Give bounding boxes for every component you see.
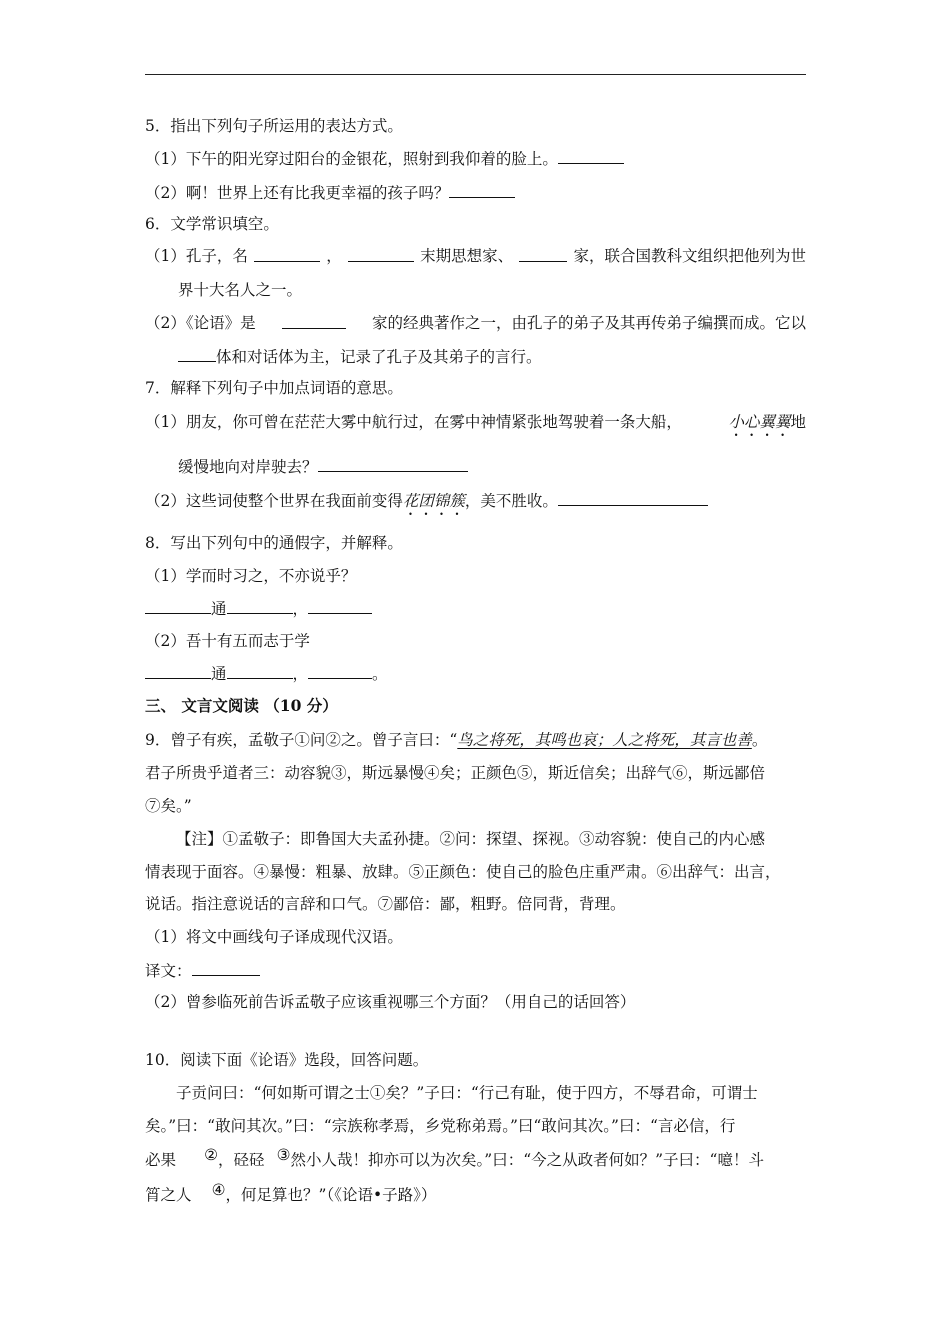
q9-note-2: 情表现于面容。④暴慢：粗暴、放肆。⑤正颜色：使自己的脸色庄重严肃。⑥出辞气：出言， [145,863,781,881]
answer-blank[interactable] [254,246,320,262]
q8-title: 8．写出下列句中的通假字，并解释。 [145,534,403,552]
q9-passage-2: 君子所贵乎道者三：动容貌③，斯远暴慢④矣；正颜色⑤，斯近信矣；出辞气⑥，斯远鄙倍 [145,764,766,782]
q6-item-1-cont: 界十大名人之一。 [178,281,303,299]
q7-item-1-cont: 缓慢地向对岸驶去？ [178,456,468,477]
answer-blank[interactable] [519,246,567,262]
q10-passage-2: 矣。”曰：“敢问其次。”曰：“宗族称孝焉，乡党称弟焉。”曰“敢问其次。”曰：“言必信，行 [145,1117,736,1135]
answer-blank[interactable] [558,148,624,164]
section-3-title: 三、 文言文阅读 （10 分） [145,696,338,715]
q7-title: 7．解释下列句子中加点词语的意思。 [145,379,403,397]
q5-item-1: （1）下午的阳光穿过阳台的金银花，照射到我仰着的脸上。 [145,148,624,169]
q10-passage-1: 子贡问曰：“何如斯可谓之士①矣？”子曰：“行己有耻，使于四方，不辱君命，可谓士 [176,1084,758,1102]
q6-item-2-cont: 体和对话体为主，记录了孔子及其弟子的言行。 [178,346,542,367]
q10-passage-4: 筲之人 ④，何足算也？”（《论语•子路》） [145,1181,437,1204]
q9-passage-3: ⑦矣。” [145,797,192,815]
q8-item-1: （1）学而时习之，不亦说乎？ [145,567,357,585]
q8-answer-1: 通 ， [145,598,372,619]
answer-blank[interactable] [348,246,414,262]
answer-blank[interactable] [145,663,211,679]
answer-blank[interactable] [227,598,293,614]
underlined-sentence: 鸟之将死，其鸣也哀；人之将死，其言也善 [457,731,752,749]
q6-item-1: （1）孔子，名 ， 末期思想家、 家，联合国教科文组织把他列为世 [145,247,806,265]
answer-blank[interactable] [318,456,468,472]
q8-item-2: （2）吾十有五而志于学 [145,632,310,650]
q5-title: 5．指出下列句子所运用的表达方式。 [145,117,403,135]
q9-sub-2: （2）曾参临死前告诉孟敬子应该重视哪三个方面？（用自己的话回答） [145,993,636,1011]
note-marker: ② [204,1146,219,1164]
q9-note-3: 说话。指注意说话的言辞和口气。⑦鄙倍：鄙，粗野。倍同背，背理。 [145,895,626,913]
note-marker: ④ [211,1181,226,1199]
q10-title: 10．阅读下面《论语》选段，回答问题。 [145,1051,429,1069]
q10-passage-3: 必果 ②，硁硁 ③然小人哉！抑亦可以为次矣。”曰：“今之从政者何如？”子曰：“噫！斗 [145,1146,764,1169]
q9-sub-1-answer: 译文： [145,960,260,981]
q7-item-2: （2）这些词使整个世界在我面前变得花团锦簇，美不胜收。 [145,490,708,519]
q9-note-1: 【注】①孟敬子：即鲁国大夫孟孙捷。②问：探望、探视。③动容貌：使自己的内心感 [176,830,766,848]
q8-answer-2: 通 ， 。 [145,663,388,684]
q9-passage-1: 9．曾子有疾，孟敬子①问②之。曾子言曰：“鸟之将死，其鸣也哀；人之将死，其言也善。 [145,731,768,749]
answer-blank[interactable] [449,182,515,198]
header-rule [145,74,806,75]
dotted-phrase: 花团锦簇 [402,492,465,510]
q7-item-1: （1）朋友，你可曾在茫茫大雾中航行过，在雾中神情紧张地驾驶着一条大船， 小心翼翼地 [145,413,806,431]
answer-blank[interactable] [145,598,211,614]
answer-blank[interactable] [227,663,293,679]
q6-title: 6．文学常识填空。 [145,215,279,233]
q9-sub-1: （1）将文中画线句子译成现代汉语。 [145,928,403,946]
q5-item-2: （2）啊！世界上还有比我更幸福的孩子吗？ [145,182,515,203]
answer-blank[interactable] [178,346,216,362]
answer-blank[interactable] [192,960,260,976]
answer-blank[interactable] [282,313,346,329]
dotted-phrase: 小心翼翼 [728,413,791,431]
answer-blank[interactable] [308,598,372,614]
note-marker: ③ [276,1146,291,1164]
answer-blank[interactable] [558,490,708,506]
answer-blank[interactable] [308,663,372,679]
q6-item-2: （2）《论语》是 家的经典著作之一，由孔子的弟子及其再传弟子编撰而成。它以 [145,314,806,332]
